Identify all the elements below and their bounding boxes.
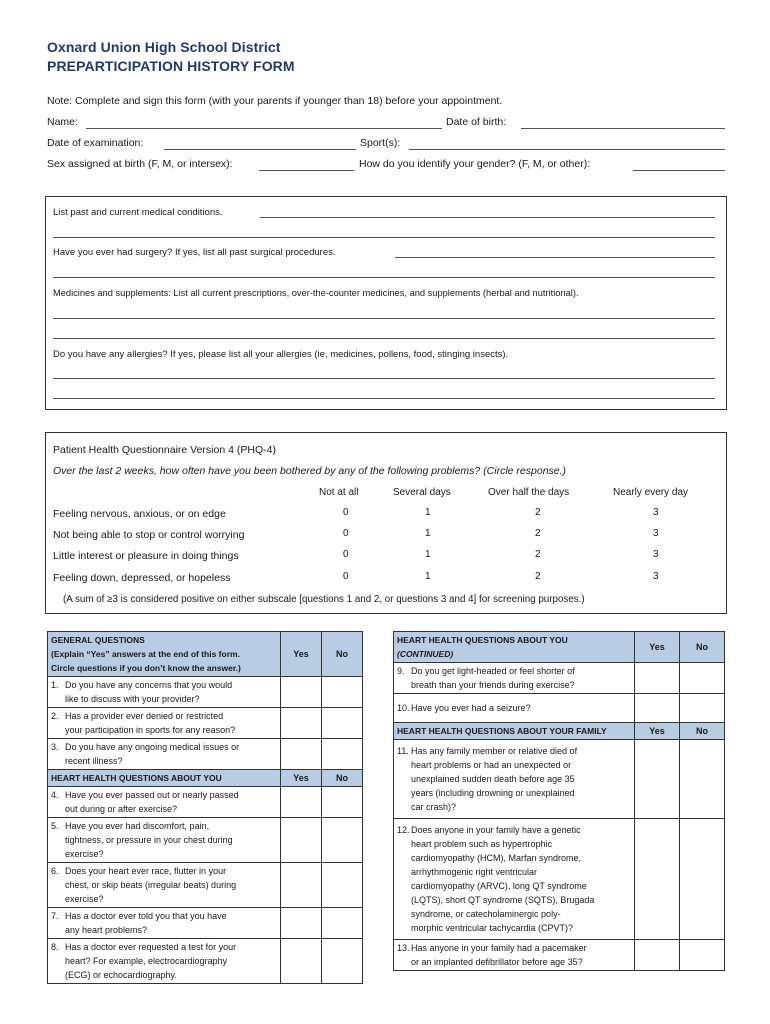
question-text: Has a provider ever denied or restricted xyxy=(65,711,224,721)
answer-yes-cell[interactable] xyxy=(635,663,680,694)
answer-yes-cell[interactable] xyxy=(281,818,322,863)
phq4-col-over-half: Over half the days xyxy=(488,487,570,498)
surgery-label: Have you ever had surgery? If yes, list all past surgical procedures. xyxy=(53,247,336,258)
form-title: PREPARTICIPATION HISTORY FORM xyxy=(47,58,295,74)
question-text: arrhythmogenic right ventricular xyxy=(411,867,538,877)
answer-yes-cell[interactable] xyxy=(281,739,322,770)
general-header-row xyxy=(48,632,363,677)
question-text: Has a doctor ever requested a test for your xyxy=(65,942,237,952)
form-note: Note: Complete and sign this form (with your parents if younger than 18) before your appointment. xyxy=(47,95,503,107)
medicines-line-2[interactable] xyxy=(53,338,715,339)
question-row-10 xyxy=(394,694,725,723)
question-text: car crash)? xyxy=(411,802,457,812)
question-text: like to discuss with your provider? xyxy=(65,694,200,704)
question-text: morphic ventricular tachycardia (CPVT)? xyxy=(411,923,574,933)
question-2 xyxy=(48,708,281,739)
question-text: exercise? xyxy=(65,894,104,904)
phq4-option[interactable]: 3 xyxy=(653,507,659,518)
answer-no-cell[interactable] xyxy=(322,818,363,863)
answer-no-cell[interactable] xyxy=(680,740,725,819)
answer-yes-cell[interactable] xyxy=(281,787,322,818)
question-text: Does your heart ever race, flutter in your xyxy=(65,866,227,876)
phq4-col-nearly-every-day: Nearly every day xyxy=(613,487,689,498)
heart-header-row xyxy=(48,770,363,787)
answer-no-cell[interactable] xyxy=(680,694,725,723)
question-row-4 xyxy=(48,787,363,818)
general-questions-table xyxy=(47,631,363,984)
phq4-option[interactable]: 1 xyxy=(425,571,431,582)
question-text: or an implanted defibrillator before age 35? xyxy=(411,957,583,967)
question-text: Have you ever passed out or nearly passed xyxy=(65,790,239,800)
general-header-note-1: (Explain “Yes” answers at the end of this form. xyxy=(51,649,240,659)
name-label: Name: xyxy=(47,116,78,128)
continued-header-subtitle: (CONTINUED) xyxy=(397,649,454,659)
gender-label: How do you identify your gender? (F, M, or other): xyxy=(359,158,591,170)
answer-yes-cell[interactable] xyxy=(635,740,680,819)
answer-no-cell[interactable] xyxy=(680,940,725,971)
phq4-option[interactable]: 1 xyxy=(425,507,431,518)
question-text: heart problems or had an unexpected or xyxy=(411,760,572,770)
question-row-8 xyxy=(48,939,363,984)
question-4 xyxy=(48,787,281,818)
question-text: (ECG) or echocardiography. xyxy=(65,970,177,980)
sports-label: Sport(s): xyxy=(360,137,401,149)
question-row-13 xyxy=(394,940,725,971)
sex-label: Sex assigned at birth (F, M, or intersex): xyxy=(47,158,233,170)
sports-field[interactable] xyxy=(409,149,725,150)
general-header-title: GENERAL QUESTIONS xyxy=(51,635,145,645)
heart-header: HEART HEALTH QUESTIONS ABOUT YOU xyxy=(48,770,281,787)
answer-yes-cell[interactable] xyxy=(635,940,680,971)
phq4-option[interactable]: 3 xyxy=(653,549,659,560)
name-field[interactable] xyxy=(86,128,442,129)
answer-no-cell[interactable] xyxy=(680,819,725,940)
question-row-11 xyxy=(394,740,725,819)
question-text: syndrome, or catecholaminergic poly- xyxy=(411,909,561,919)
answer-no-cell[interactable] xyxy=(322,863,363,908)
question-text: Do you have any concerns that you would xyxy=(65,680,233,690)
phq4-row-label: Feeling nervous, anxious, or on edge xyxy=(53,508,226,520)
question-text: years (including drowning or unexplained xyxy=(411,788,575,798)
question-number: 5. xyxy=(51,821,59,831)
heart-questions-continued-table xyxy=(393,631,725,971)
question-text: Have you ever had a seizure? xyxy=(411,703,531,713)
question-11 xyxy=(394,740,635,819)
answer-yes-cell[interactable] xyxy=(635,819,680,940)
phq4-instruction: Over the last 2 weeks, how often have you been bothered by any of the following problems? (Circle response.) xyxy=(53,465,567,477)
question-number: 8. xyxy=(51,942,59,952)
phq4-row-label: Little interest or pleasure in doing things xyxy=(53,550,239,562)
question-row-12 xyxy=(394,819,725,940)
answer-yes-cell[interactable] xyxy=(281,939,322,984)
question-number: 12. xyxy=(397,825,410,835)
answer-yes-cell[interactable] xyxy=(635,694,680,723)
question-text: Do you have any ongoing medical issues or xyxy=(65,742,240,752)
yes-header: Yes xyxy=(281,632,322,677)
surgery-line-2[interactable] xyxy=(53,277,715,278)
yes-header: Yes xyxy=(635,632,680,663)
no-header: No xyxy=(680,723,725,740)
no-header: No xyxy=(322,770,363,787)
answer-yes-cell[interactable] xyxy=(281,677,322,708)
question-row-7 xyxy=(48,908,363,939)
answer-no-cell[interactable] xyxy=(322,739,363,770)
medicines-line-1[interactable] xyxy=(53,318,715,319)
question-row-5 xyxy=(48,818,363,863)
question-row-3 xyxy=(48,739,363,770)
continued-header xyxy=(394,632,635,663)
question-number: 3. xyxy=(51,742,59,752)
question-text: chest, or skip beats (irregular beats) during xyxy=(65,880,237,890)
question-number: 2. xyxy=(51,711,59,721)
exam-date-field[interactable] xyxy=(164,149,356,150)
question-text: Has a doctor ever told you that you have xyxy=(65,911,227,921)
conditions-line-1[interactable] xyxy=(260,217,715,218)
continued-header-title: HEART HEALTH QUESTIONS ABOUT YOU xyxy=(397,635,568,645)
allergies-label: Do you have any allergies? If yes, please list all your allergies (ie, medicines, pollens, food, stinging insects). xyxy=(53,349,509,360)
general-header xyxy=(48,632,281,677)
exam-date-label: Date of examination: xyxy=(47,137,144,149)
sex-field[interactable] xyxy=(259,170,354,171)
question-5 xyxy=(48,818,281,863)
question-text: exercise? xyxy=(65,849,104,859)
question-text: cardiomyopathy (HCM), Marfan syndrome, xyxy=(411,853,582,863)
question-9 xyxy=(394,663,635,694)
allergies-line-1[interactable] xyxy=(53,378,715,379)
question-text: Do you get light-headed or feel shorter of xyxy=(411,666,575,676)
answer-yes-cell[interactable] xyxy=(281,908,322,939)
surgery-line-1[interactable] xyxy=(395,257,715,258)
phq4-title: Patient Health Questionnaire Version 4 (PHQ-4) xyxy=(53,444,276,456)
answer-no-cell[interactable] xyxy=(322,908,363,939)
phq4-box xyxy=(45,432,727,614)
question-text: (LQTS), short QT syndrome (SQTS), Brugada xyxy=(411,895,595,905)
conditions-line-2[interactable] xyxy=(53,237,715,238)
phq4-row-label: Feeling down, depressed, or hopeless xyxy=(53,572,231,584)
question-row-6 xyxy=(48,863,363,908)
phq4-option[interactable]: 3 xyxy=(653,528,659,539)
question-row-9 xyxy=(394,663,725,694)
phq4-col-not-at-all: Not at all xyxy=(319,487,359,498)
conditions-label: List past and current medical conditions. xyxy=(53,207,223,218)
answer-no-cell[interactable] xyxy=(322,939,363,984)
question-12 xyxy=(394,819,635,940)
family-header: HEART HEALTH QUESTIONS ABOUT YOUR FAMILY xyxy=(394,723,635,740)
question-text: Does anyone in your family have a genetic xyxy=(411,825,581,835)
no-header: No xyxy=(322,632,363,677)
question-text: out during or after exercise? xyxy=(65,804,178,814)
medicines-label: Medicines and supplements: List all current prescriptions, over-the-counter medicines, and supplements (herbal and nutritional). xyxy=(53,288,579,298)
phq4-option[interactable]: 0 xyxy=(343,507,349,518)
question-text: your participation in sports for any reason? xyxy=(65,725,236,735)
yes-header: Yes xyxy=(635,723,680,740)
phq4-footnote: (A sum of ≥3 is considered positive on either subscale [questions 1 and 2, or questions 3 and 4] for screening purposes.) xyxy=(63,594,585,605)
family-header-row xyxy=(394,723,725,740)
answer-no-cell[interactable] xyxy=(322,677,363,708)
phq4-option[interactable]: 2 xyxy=(535,528,541,539)
question-text: recent illness? xyxy=(65,756,123,766)
question-13 xyxy=(394,940,635,971)
question-number: 9. xyxy=(397,666,405,676)
yes-header: Yes xyxy=(281,770,322,787)
question-text: heart? For example, electrocardiography xyxy=(65,956,228,966)
phq4-option[interactable]: 3 xyxy=(653,571,659,582)
phq4-option[interactable]: 0 xyxy=(343,549,349,560)
phq4-option[interactable]: 2 xyxy=(535,507,541,518)
question-row-1 xyxy=(48,677,363,708)
question-text: Have you ever had discomfort, pain, xyxy=(65,821,210,831)
question-row-2 xyxy=(48,708,363,739)
phq4-row-label: Not being able to stop or control worrying xyxy=(53,529,245,541)
phq4-option[interactable]: 2 xyxy=(535,549,541,560)
question-10 xyxy=(394,694,635,723)
answer-yes-cell[interactable] xyxy=(281,708,322,739)
general-header-note-2: Circle questions if you don’t know the answer.) xyxy=(51,663,241,673)
question-8 xyxy=(48,939,281,984)
question-number: 6. xyxy=(51,866,59,876)
question-6 xyxy=(48,863,281,908)
answer-yes-cell[interactable] xyxy=(281,863,322,908)
question-text: any heart problems? xyxy=(65,925,148,935)
question-text: Has any family member or relative died of xyxy=(411,746,578,756)
dob-label: Date of birth: xyxy=(446,116,507,128)
question-text: tightness, or pressure in your chest during xyxy=(65,835,233,845)
question-text: cardiomyopathy (ARVC), long QT syndrome xyxy=(411,881,587,891)
phq4-option[interactable]: 1 xyxy=(425,528,431,539)
question-number: 10. xyxy=(397,703,410,713)
gender-field[interactable] xyxy=(633,170,725,171)
question-text: Has anyone in your family had a pacemaker xyxy=(411,943,587,953)
phq4-option[interactable]: 1 xyxy=(425,549,431,560)
district-name: Oxnard Union High School District xyxy=(47,39,281,55)
question-1 xyxy=(48,677,281,708)
dob-field[interactable] xyxy=(521,128,725,129)
phq4-option[interactable]: 0 xyxy=(343,571,349,582)
answer-no-cell[interactable] xyxy=(322,708,363,739)
allergies-line-2[interactable] xyxy=(53,398,715,399)
phq4-option[interactable]: 0 xyxy=(343,528,349,539)
question-number: 13. xyxy=(397,943,410,953)
question-text: unexplained sudden death before age 35 xyxy=(411,774,575,784)
question-number: 1. xyxy=(51,680,59,690)
answer-no-cell[interactable] xyxy=(680,663,725,694)
phq4-option[interactable]: 2 xyxy=(535,571,541,582)
question-number: 4. xyxy=(51,790,59,800)
question-3 xyxy=(48,739,281,770)
question-number: 7. xyxy=(51,911,59,921)
answer-no-cell[interactable] xyxy=(322,787,363,818)
question-text: heart problem such as hypertrophic xyxy=(411,839,553,849)
question-7 xyxy=(48,908,281,939)
continued-header-row xyxy=(394,632,725,663)
question-number: 11. xyxy=(397,746,409,756)
phq4-col-several-days: Several days xyxy=(393,487,451,498)
question-text: breath than your friends during exercise? xyxy=(411,680,575,690)
no-header: No xyxy=(680,632,725,663)
